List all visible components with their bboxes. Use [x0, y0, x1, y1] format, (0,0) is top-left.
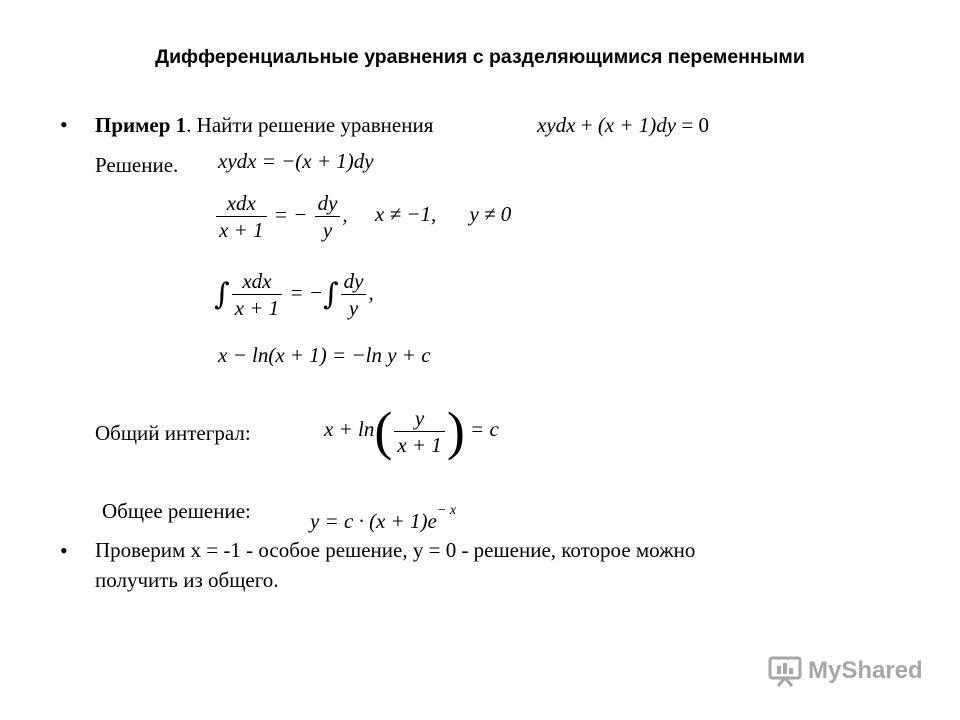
eq-op: +	[580, 113, 593, 137]
step3-mid: = −	[289, 280, 323, 305]
example-line	[95, 113, 433, 138]
presentation-icon	[768, 654, 802, 688]
example-text: . Найти решение уравнения	[186, 113, 434, 137]
fraction: $\frac{dy}{y}$	[341, 268, 367, 321]
condition-y: y ≠ 0	[469, 202, 512, 227]
condition-x: x ≠ −1,	[374, 202, 437, 227]
exponent: − x	[436, 503, 457, 518]
step3-equation: ∫ $\frac{\text{xdx}}{x + 1}$ = −∫ $\frac{dy}{y}$ ,	[214, 269, 374, 320]
integral-sign: ∫	[214, 277, 230, 312]
example-equation	[537, 113, 709, 138]
step2-equation: $\frac{\text{xdx}}{x + 1}$ = − $\frac{dy}{y}$ , x ≠ −1, y ≠ 0	[214, 190, 511, 243]
step1-rhs: = −(x + 1)dy	[261, 149, 374, 173]
logo-text: MyShared	[808, 657, 923, 684]
eq-term-b: (x + 1)dy	[597, 113, 677, 137]
general-solution-equation: $y = c \cdot (x + 1)e^{- x}$	[310, 503, 457, 533]
gi-right: = c	[470, 416, 499, 441]
fraction: $\frac{y}{x + 1}$	[394, 405, 445, 458]
step1-equation	[218, 149, 374, 174]
step2-mid: = −	[273, 202, 308, 227]
step1-lhs: xydx	[218, 149, 257, 173]
general-integral-equation: x + ln( $\frac{y}{x + 1}$ ) = c	[324, 401, 499, 461]
slide-title: Дифференциальные уравнения с разделяющимися переменными	[155, 46, 805, 68]
gi-left: x + ln	[324, 416, 375, 441]
solution-label: Решение.	[95, 153, 179, 177]
fraction: $\frac{\text{xdx}}{x + 1}$	[216, 190, 267, 243]
bullet: •	[60, 112, 68, 137]
step4-equation: x − ln(x + 1) = −ln y + c	[218, 343, 431, 367]
check-line-2: получить из общего.	[95, 568, 279, 592]
check-line-1: Проверим x = -1 - особое решение, y = 0 - решение, которое можно	[95, 538, 696, 562]
eq-term-a: xydx	[537, 113, 576, 137]
eq-rhs: = 0	[681, 113, 709, 137]
general-solution-label: Общее решение:	[102, 499, 251, 523]
bullet: •	[60, 538, 68, 563]
fraction: $\frac{\text{xdx}}{x + 1}$	[232, 268, 283, 321]
general-integral-label: Общий интеграл:	[95, 421, 251, 445]
myshared-logo[interactable]	[768, 654, 923, 688]
fraction: $\frac{dy}{y}$	[315, 190, 341, 243]
integral-sign: ∫	[322, 277, 339, 312]
example-label: Пример 1	[95, 113, 187, 137]
